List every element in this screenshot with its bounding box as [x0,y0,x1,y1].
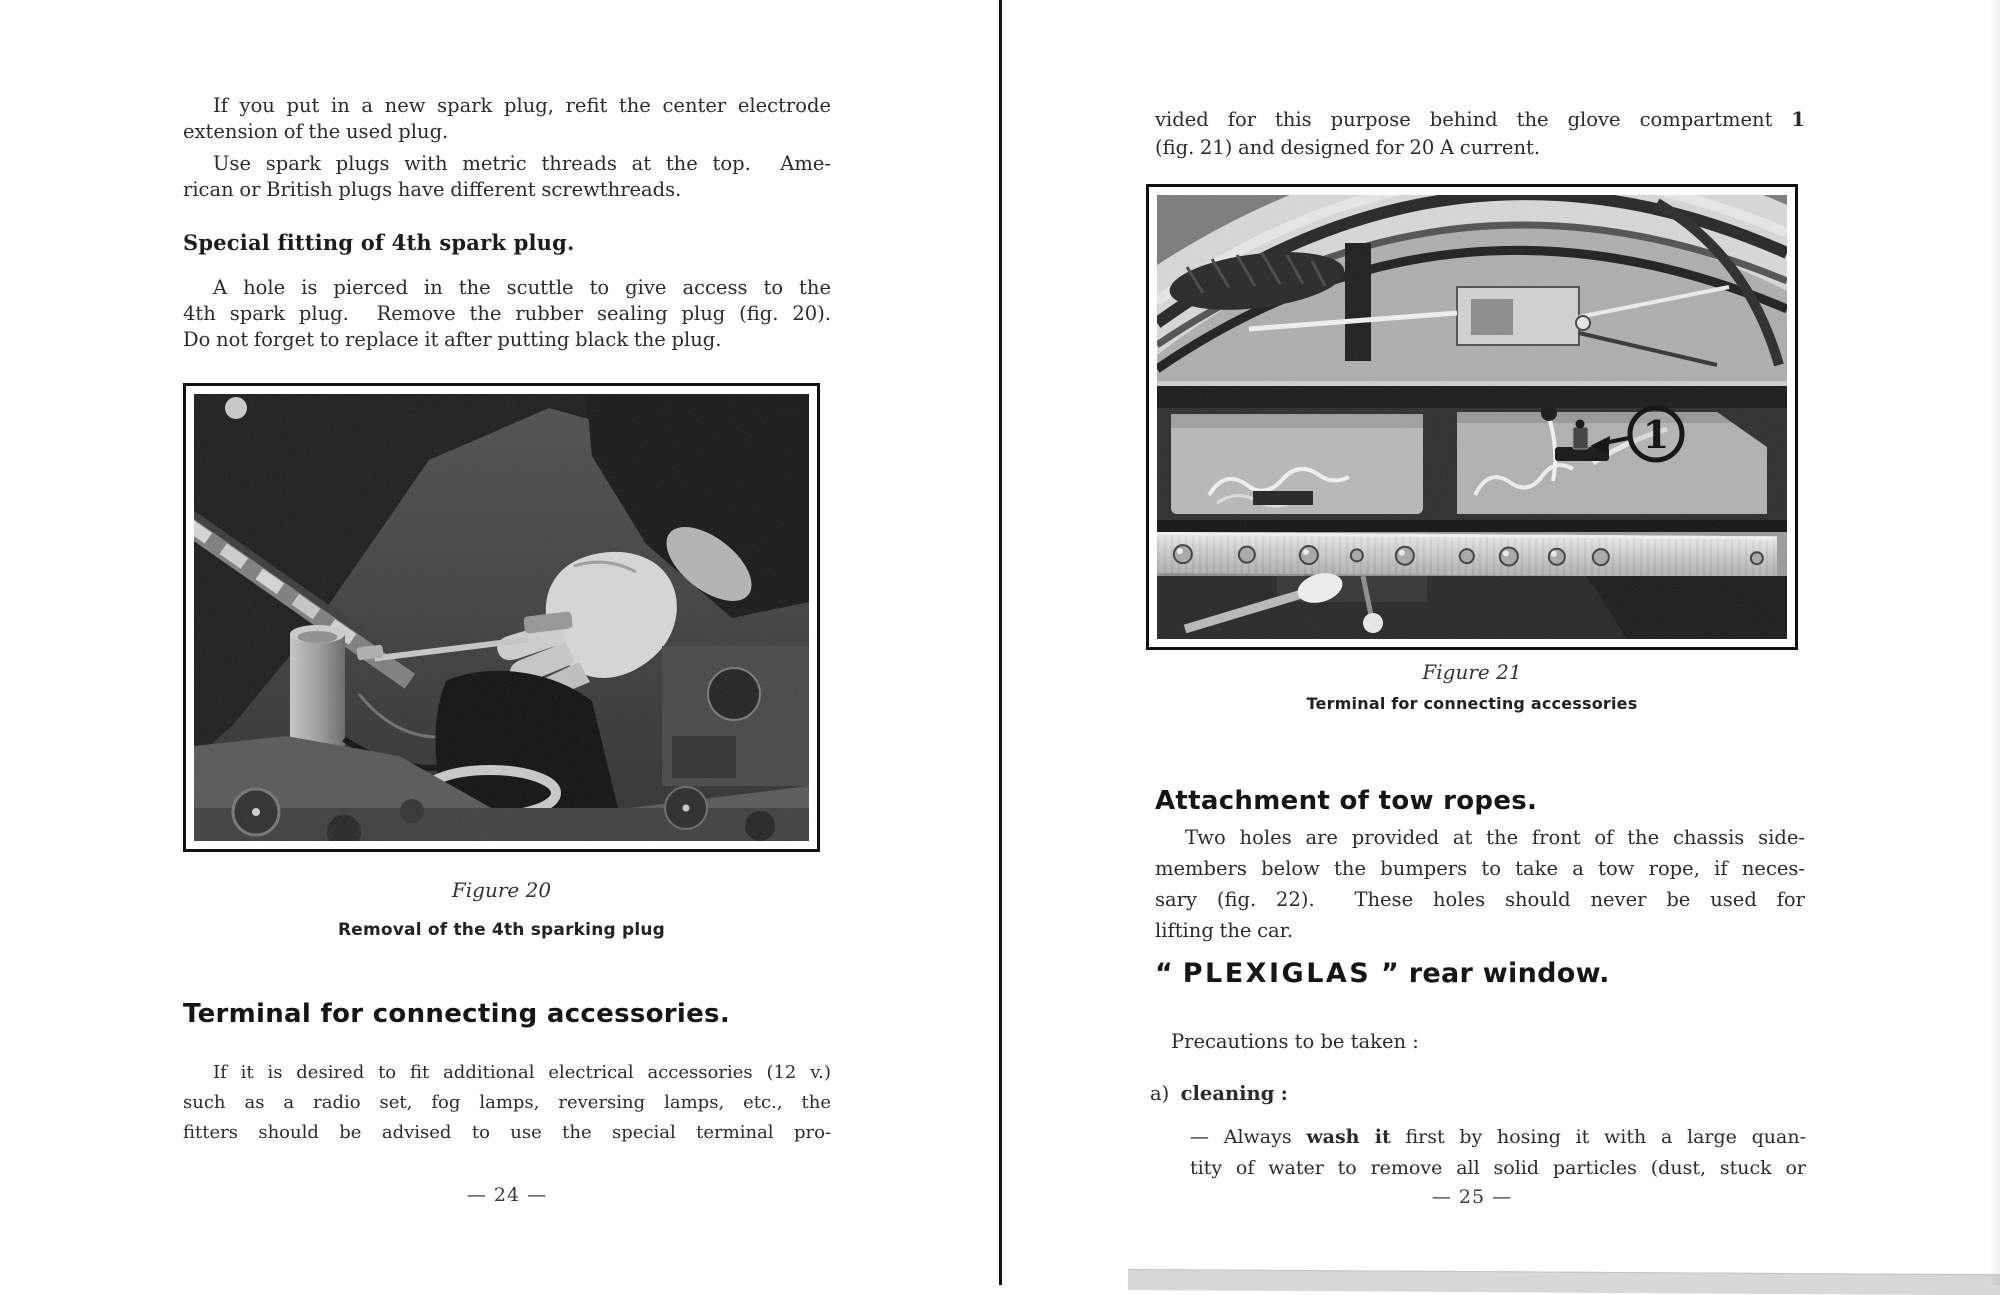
paragraph-metric-threads: Use spark plugs with metric threads at the top. Ame- rican or British plugs have different screwthreads. [183,152,831,201]
dashboard-photo [1157,195,1787,639]
scan-page-edge [1128,1269,2000,1295]
paragraph-electrical-accessories: If it is desired to fit additional electrical accessories (12 v.) such as a radio set, fog lamps, reversing lamps, etc., the fitters should be advised to use the special terminal pro- [183,1062,831,1143]
figure21-label: Figure 21 [1422,660,1522,684]
figure20-caption: Removal of the 4th sparking plug [337,920,666,940]
heading-tail: rear window. [1408,958,1610,989]
heading-terminal-accessories: Terminal for connecting accessories. [183,999,730,1029]
callout-number: 1 [1642,412,1670,457]
paragraph-new-spark-plug: If you put in a new spark plug, refit the center electrode extension of the used plug. [183,94,831,143]
paragraph-glove-compartment: vided for this purpose behind the glove compartment 1 (fig. 21) and designed for 20 A current. [1155,108,1805,159]
paragraph-wash-instructions: — Always wash it first by hosing it with a large quan- tity of water to remove all solid particles (dust, stuck or [1190,1126,1806,1179]
paragraph-scuttle-hole: A hole is pierced in the scuttle to give access to the 4th spark plug. Remove the rubber sealing plug (fig. 20). Do not forget to replace it after putting black the plug. [183,276,831,351]
open-quote: “ [1155,958,1183,989]
paragraph-tow-holes: Two holes are provided at the front of the chassis side- members below the bumpers to take a tow rope, if neces- sary (fig. 22). These holes should never be used for lifting the car. [1155,826,1805,942]
heading-tow-ropes: Attachment of tow ropes. [1155,786,1538,816]
heading-plexiglas [1155,958,1805,989]
close-quote: ” [1371,958,1409,989]
page-number-24: — 24 — [466,1184,548,1206]
heading-special-fitting: Special fitting of 4th spark plug. [183,230,575,255]
page-number-25: — 25 — [1431,1186,1513,1208]
figure21-photo [1146,184,1798,650]
figure21-caption: Terminal for connecting accessories [1306,694,1638,713]
scan-edge-shadow [1988,0,2000,1285]
figure20-label: Figure 20 [451,878,552,902]
list-item-cleaning: a) cleaning : [1150,1082,1288,1105]
brand-name: PLEXIGLAS [1182,958,1372,989]
paragraph-precautions: Precautions to be taken : [1171,1030,1419,1053]
